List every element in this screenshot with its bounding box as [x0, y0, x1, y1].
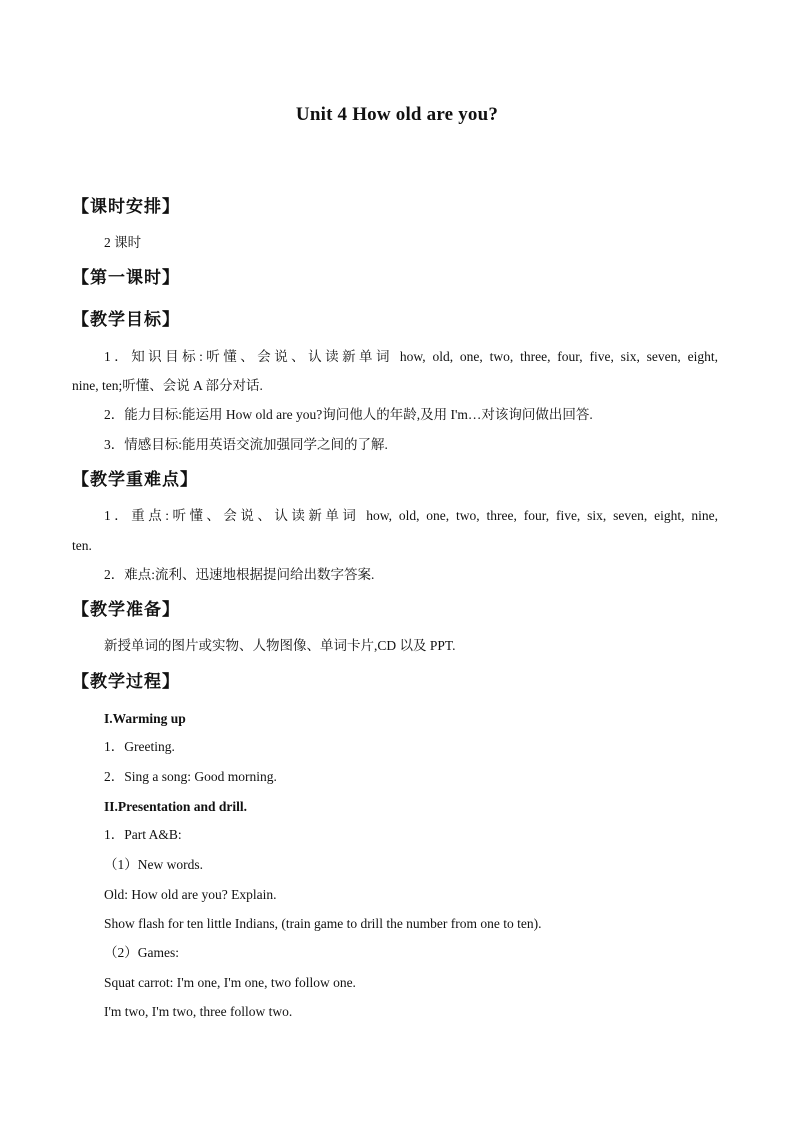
warmup-item-2: 2．Sing a song: Good morning.: [104, 769, 277, 784]
objective-item-1-line-2: nine, ten;听懂、会说 A 部分对话.: [72, 378, 263, 393]
heading-objectives: 【教学目标】: [72, 310, 180, 330]
games-line: （2）Games:: [104, 945, 179, 960]
warmup-item-1: 1．Greeting.: [104, 739, 175, 754]
new-words: （1）New words.: [104, 857, 203, 872]
document-title: Unit 4 How old are you?: [295, 104, 499, 125]
heading-key-points: 【教学重难点】: [72, 470, 198, 490]
old-line: Old: How old are you? Explain.: [104, 887, 277, 902]
objective-item-3: 3．情感目标:能用英语交流加强同学之间的了解.: [104, 437, 388, 452]
key-point-item-1-line-1: 1．重点:听懂、会说、认读新单词 how, old, one, two, three, four, five, six, seven, eight, nine,: [104, 508, 718, 523]
heading-process: 【教学过程】: [72, 672, 180, 692]
heading-preparation: 【教学准备】: [72, 600, 180, 620]
key-point-item-2: 2．难点:流利、迅速地根据提问给出数字答案.: [104, 567, 375, 582]
key-point-item-1-line-2: ten.: [72, 538, 92, 553]
heading-first-lesson: 【第一课时】: [72, 268, 180, 288]
presentation-title: II.Presentation and drill.: [104, 799, 248, 814]
im-two-line: I'm two, I'm two, three follow two.: [104, 1004, 293, 1019]
preparation-content: 新授单词的图片或实物、人物图像、单词卡片,CD 以及 PPT.: [104, 638, 456, 653]
show-flash-line: Show flash for ten little Indians, (train game to drill the number from one to ten).: [104, 916, 542, 931]
squat-carrot-line: Squat carrot: I'm one, I'm one, two follow one.: [104, 975, 356, 990]
heading-schedule: 【课时安排】: [72, 197, 180, 217]
schedule-content: 2 课时: [104, 235, 142, 250]
objective-item-2: 2．能力目标:能运用 How old are you?询问他人的年龄,及用 I'm…对该询问做出回答.: [104, 407, 593, 422]
part-ab: 1．Part A&B:: [104, 827, 182, 842]
objective-item-1-line-1: 1．知识目标:听懂、会说、认读新单词 how, old, one, two, three, four, five, six, seven, eight,: [104, 349, 718, 364]
warmup-title: I.Warming up: [104, 711, 186, 726]
